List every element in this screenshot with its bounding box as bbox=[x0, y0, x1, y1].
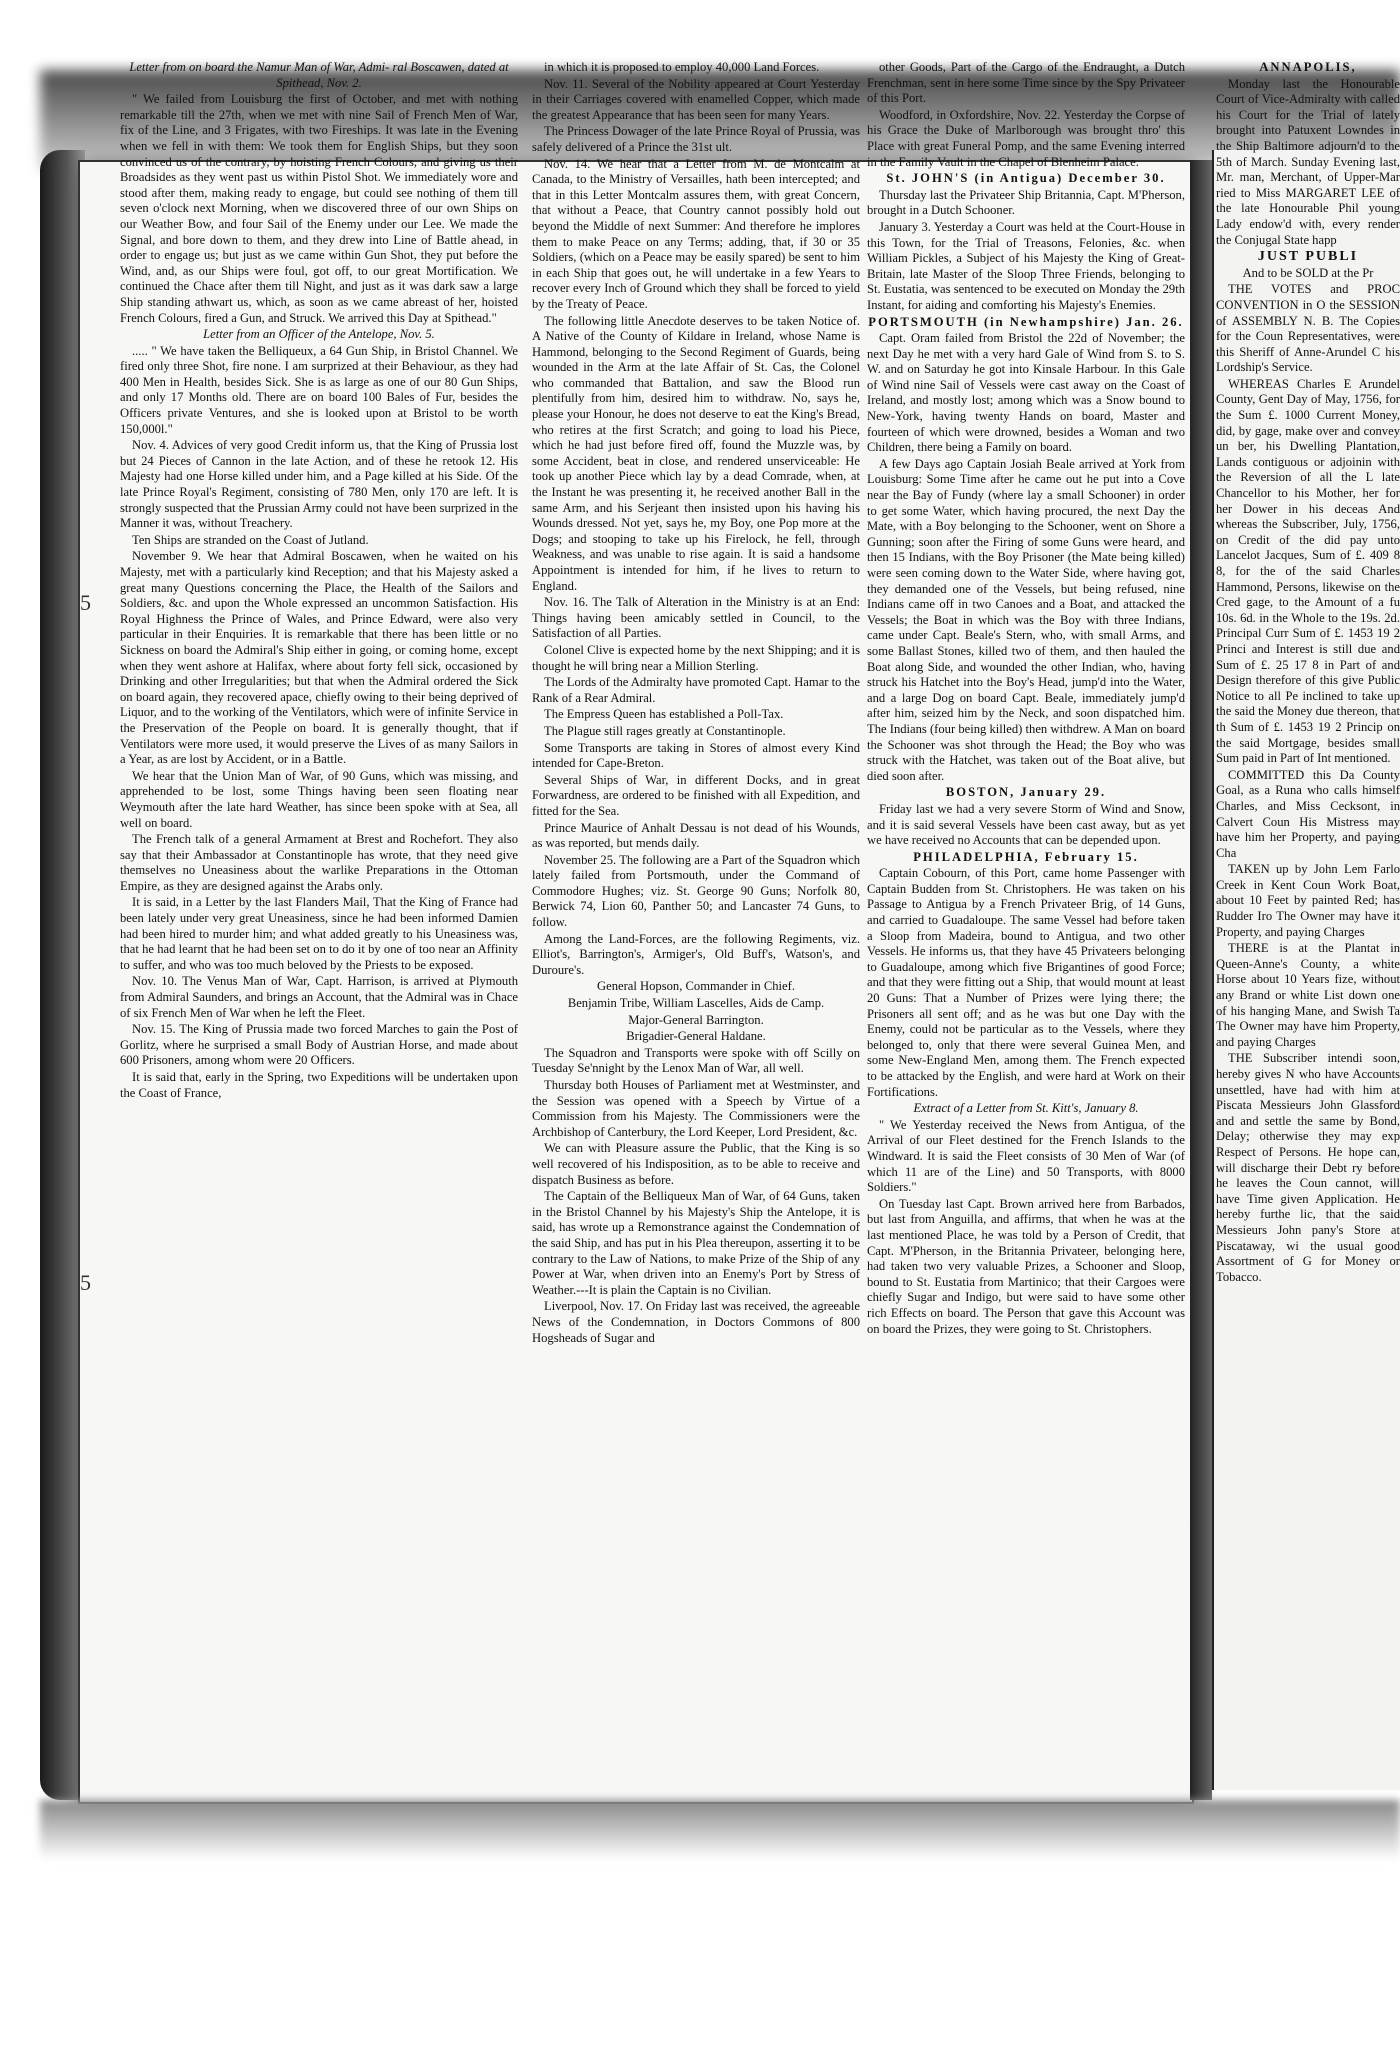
column-3 bbox=[867, 60, 1185, 1338]
dateline: BOSTON, January 29. bbox=[945, 785, 1107, 800]
paragraph: The Empress Queen has established a Poll-Tax. bbox=[544, 707, 784, 722]
paragraph: November 25. The following are a Part of the Squadron which lately failed from Portsmouth, under the Command of Commodore Hughes; viz. St. George 90 Guns; Norfolk 80, Berwick 74, Lion 60, Panther 50; and Lancaster 74 Guns, to follow. bbox=[532, 852, 860, 930]
paragraph: " We failed from Louisburg the first of October, and met with nothing remarkable till the 27th, when we met with nine Sail of French Men of War, fix of the Line, and 3 Frigates, with two Fireships. It was late in the Evening when we fell in with them: We took them for English Ships, but they soon convinced us of the contrary, by hoisting French Colours, and giving us their Broadsides as they went past us within Pistol Shot. We immediately wore and stood after them, making ready to engage, but could see nothing of them till seven o'clock next Morning, when we discovered three of our own Ships on our Weather Bow, and four Sail of the Enemy under our Lee. We made the Signal, and bore down to them, and they drew into Line of Battle ahead, in order to engage us; but just as we came within Gun Shot, they put before the Wind, and, as our Ships were foul, got off, to our great Mortification. We continued the Chace after them till Night, and just as it was dark saw a large Ship standing athwart us, which, as soon as we came abreast of her, hoisted French Colours, fired a Gun, and Struck. We arrived this Day at Spithead." bbox=[120, 92, 518, 325]
paragraph: Friday last we had a very severe Storm of Wind and Snow, and it is said several Vessels have been cast away, but as yet we have received no Accounts that can be depended upon. bbox=[867, 801, 1185, 848]
paragraph: Nov. 16. The Talk of Alteration in the Ministry is at an End: Things having been amicably settled in Council, to the Satisfaction of all Parties. bbox=[532, 595, 860, 641]
dateline: PORTSMOUTH (in Newhampshire) Jan. 26. bbox=[868, 314, 1184, 329]
margin-mark: 5 bbox=[80, 1270, 91, 1295]
paragraph: A few Days ago Captain Josiah Beale arrived at York from Louisburg: Some Time after he came out he put into a Cove near the Bay of Fundy (where lay a small Schooner) in order to get some Water, which having procured, the next Day the Mate, with a Boy belonging to the Schooner, went on Shore a Gunning; soon after the Firing of some Guns were heard, and then 15 Indians, with the Boy Prisoner (the Mate being killed) were seen coming down to the Water Side, where having got, they demanded one of the Vessels, but being refused, nine Indians came off in two Canoes and a Boat, and attacked the Vessels; the Boat in which was the Boy with three Indians, came under Capt. Beale's Stern, who, with small Arms, and some Ballast Stones, killed two of them, and then hauled the Boat along Side, and wounded the other Indian, who, having struck his Hatchet into the Boy's Head, jump'd into the Water, and a large Dog on board Capt. Beale, immediately jump'd after him, seized him by the Neck, and soon dispatched him. The Indians (four being killed) then withdrew. A Man on board the Schooner was shot through the Head; the Boy who was struck with the Hatchet, was taken out of the Boat alive, but died soon after. bbox=[867, 456, 1185, 783]
paragraph: The Squadron and Transports were spoke with off Scilly on Tuesday Se'nnight by the Lenox Man of War, all well. bbox=[532, 1045, 860, 1076]
paragraph: Thursday both Houses of Parliament met at Westminster, and the Session was opened with a Speech by Virtue of a Commission from his Majesty. The Commissioners were the Archbishop of Canterbury, the Lord Keeper, Lord President, &c. bbox=[532, 1078, 860, 1139]
paragraph: It is said, in a Letter by the last Flanders Mail, That the King of France had been lately under very great Uneasiness, since he had been informed Damien had been hired to murder him; and what added greatly to his Uneasiness was, that he had learnt that he had been set on to do it by one of too near an Affinity to suffer, and who was too much beloved by the Priests to be exposed. bbox=[120, 895, 518, 972]
paragraph: WHEREAS Charles E Arundel County, Gent Day of May, 1756, for the Sum £. 1000 Current Money, did, by gage, make over and convey un ber, his Dwelling Plantation, Lands contiguous or adjoinin with the Reversion of all the L late Chancellor to his Mother, her for her Dower in his deceas And whereas the Subscriber, July, 1756, on Credit of the did pay unto Lancelot Jacques, Sum of £. 409 8 8, for the of the said Charles Hammond, Persons, likewise on the Cred gage, to the Amount of a fu 10s. 6d. in the Whole to the 19s. 2d. Principal Curr Sum of £. 1453 19 2 Princi and Interest is still due and Sum of £. 25 17 8 in Part of and Design therefore of this give Public Notice to all Pe inclined to take up the said the Money due thereon, that th Sum of £. 1453 19 2 Princip on the said Mortgage, besides small Sum paid in Part of Int mentioned. bbox=[1216, 376, 1400, 766]
scan-shadow-bottom bbox=[40, 1800, 1400, 1860]
paragraph: TAKEN up by John Lem Farlo Creek in Kent Coun Work Boat, about 10 Feet by painted Red; has Rudder Iro The Owner may have it Property, and paying Charges bbox=[1216, 862, 1400, 939]
paragraph: Thursday last the Privateer Ship Britannia, Capt. M'Pherson, brought in a Dutch Schooner. bbox=[867, 187, 1185, 218]
paragraph: Monday last the Honourable Court of Vice-Admiralty with called his Court for the Trial of lately brought into Patuxent Lowndes in the Ship Baltimore adjourn'd to the 5th of March. Sunday Evening last, Mr. man, Merchant, of Upper-Mar ried to Miss MARGARET LEE of the late Honourable Phil young Lady endow'd with, every render the Conjugal State happ bbox=[1216, 76, 1400, 247]
paragraph: The following little Anecdote deserves to be taken Notice of. A Native of the County of Kildare in Ireland, whose Name is Hammond, belonging to the Second Regiment of Guards, being wounded in the Arm at the late Affair of St. Cas, the Colonel who commanded that Battalion, and saw the Blood run plentifully from him, desired him to withdraw. No, says he, please your Honour, he does not deserve to eat the King's Bread, who retires at the first Scratch; and going to load his Piece, which he had just before fired off, found the Muzzle was, by some Accident, beat in close, and rendered unserviceable: He took up another Piece which lay by a dead Comrade, when, at the Instant he was presenting it, he received another Ball in the same Arm, and his Serjeant then insisted upon his having his Wounds dressed. Not yet, says he, my Boy, one Pop more at the Dogs; and stooping to take up his Firelock, he fell, through Weakness, and was unable to rise again. It is said a handsome Appointment is intended for him, if he lives to return to England. bbox=[532, 313, 860, 593]
paragraph: other Goods, Part of the Cargo of the Endraught, a Dutch Frenchman, sent in here some Time since by the Spy Privateer of this Port. bbox=[867, 60, 1185, 106]
paragraph: Ten Ships are stranded on the Coast of Jutland. bbox=[132, 532, 369, 547]
paragraph: January 3. Yesterday a Court was held at the Court-House in this Town, for the Trial of Treasons, Felonies, &c. when William Pickles, a Subject of his Majesty the King of Great-Britain, late Master of the Sloop Three Friends, belonging to St. Eustatia, was sentenced to be executed on Monday the 29th Instant, for aiding and comforting his Majesty's Enemies. bbox=[867, 219, 1185, 312]
column-2 bbox=[532, 60, 860, 1347]
dateline: St. JOHN'S (in Antigua) December 30. bbox=[886, 171, 1166, 186]
paragraph: THERE is at the Plantat in Queen-Anne's County, a white Horse about 10 Years fize, without any Brand or white List down one of his hanging Mane, and Swish Ta The Owner may have him Property, and paying Charges bbox=[1216, 941, 1400, 1049]
paragraph: Some Transports are taking in Stores of almost every Kind intended for Cape-Breton. bbox=[532, 740, 860, 771]
paragraph: November 9. We hear that Admiral Boscawen, when he waited on his Majesty, met with a particularly kind Reception; and that his Majesty asked a great many Questions concerning the Place, the Health of the Sailors and Soldiers, &c. and upon the Whole expressed an uncommon Satisfaction. His Royal Highness the Prince of Wales, and Prince Edward, were also very particular in their Enquiries. It is remarkable that there has been little or no Sickness on board the Admiral's Ship either in going, or coming home, except when they went ashore at Halifax, where about forty fell sick, occasioned by Drinking and other Irregularities; but that when the Admiral ordered the Sick on board again, they recovered apace, chiefly owing to their being deprived of Liquor, and to the working of the Ventilators, which were of infinite Service in the Preservation of the People on board. It is generally thought, that if Ventilators were more used, it would preserve the Lives of as many Sailors in a Year, as are lost by Accident, or in a Battle. bbox=[120, 549, 518, 767]
paragraph: The Captain of the Belliqueux Man of War, of 64 Guns, taken in the Bristol Channel by his Majesty's Ship the Antelope, it is said, has wrote up a Remonstrance against the Condemnation of the said Ship, and has put in his Plea thereupon, asserting it to be contrary to the Law of Nations, to make Prize of the Ship of any Power at War, when driven into an Enemy's Port by Stress of Weather.---It is plain the Captain is no Civilian. bbox=[532, 1189, 860, 1297]
paragraph: in which it is proposed to employ 40,000 Land Forces. bbox=[544, 60, 820, 74]
paragraph: COMMITTED this Da County Goal, as a Runa who calls himself Charles, and Miss Cecksont, in Calvert Coun His Mistress may have him her Property, and paying Cha bbox=[1216, 767, 1400, 860]
column-4 bbox=[1216, 60, 1400, 1286]
paragraph: And to be SOLD at the Pr bbox=[1242, 265, 1374, 280]
paragraph: We can with Pleasure assure the Public, that the King is so well recovered of his Indisposition, as to be able to receive and dispatch Business as before. bbox=[532, 1141, 860, 1187]
paragraph: The Princess Dowager of the late Prince Royal of Prussia, was safely delivered of a Prince the 31st ult. bbox=[532, 124, 860, 154]
paragraph: THE VOTES and PROC CONVENTION in O the SESSION of ASSEMBLY N. B. The Copies for the Coun Representatives, were this Sheriff of Anne-Arundel C his Lordship's Service. bbox=[1216, 282, 1400, 375]
paragraph: Nov. 15. The King of Prussia made two forced Marches to gain the Post of Gorlitz, where he surprised a small Body of Austrian Horse, and made about 600 Prisoners, among whom were 20 Officers. bbox=[120, 1022, 518, 1068]
article-heading: Extract of a Letter from St. Kitt's, January 8. bbox=[913, 1101, 1139, 1116]
paragraph: Nov. 11. Several of the Nobility appeared at Court Yesterday in their Carriages covered with enamelled Copper, which made the greatest Appearance that has been seen for many Years. bbox=[532, 76, 860, 122]
article-heading: Letter from an Officer of the Antelope, Nov. 5. bbox=[203, 327, 435, 342]
paragraph: Several Ships of War, in different Docks, and in great Forwardness, are ordered to be finished with all Expedition, and fitted for the Sea. bbox=[532, 772, 860, 818]
paragraph: Capt. Oram failed from Bristol the 22d of November; the next Day he met with a very hard Gale of Wind from S. to S. W. and on Saturday he got into Kinsale Harbour. In this Gale of Wind nine Sail of Vessels were cast away on the Coast of Ireland, and mostly lost; among which was a Snow bound to New-York, having twenty Hands on board, Master and fourteen of which were drowned, besides a Woman and two Children, there being a Family on board. bbox=[867, 331, 1185, 455]
paragraph: General Hopson, Commander in Chief. bbox=[597, 979, 795, 994]
paragraph: JUST PUBLI bbox=[1257, 249, 1359, 265]
page-gutter bbox=[1190, 160, 1212, 1800]
paragraph: We hear that the Union Man of War, of 90 Guns, which was missing, and apprehended to be lost, some Things having been seen floating near Weymouth after the late hard Weather, has since been spoke with at Sea, all well on board. bbox=[120, 768, 518, 830]
margin-mark: 5 bbox=[80, 590, 91, 615]
paragraph: Woodford, in Oxfordshire, Nov. 22. Yesterday the Corpse of his Grace the Duke of Marlborough was brought thro' this Place with great Funeral Pomp, and the same Evening interred in the Family Vault in the Chapel of Blenheim Palace. bbox=[867, 107, 1185, 169]
dateline: ANNAPOLIS, bbox=[1259, 60, 1357, 74]
paragraph: Among the Land-Forces, are the following Regiments, viz. Elliot's, Barrington's, Armiger's, Old Buff's, Watson's, and Duroure's. bbox=[532, 931, 860, 977]
article-heading: Letter from on board the Namur Man of War, Admi- ral Boscawen, dated at Spithead, Nov. 2. bbox=[129, 60, 509, 90]
paragraph: It is said that, early in the Spring, two Expeditions will be undertaken upon the Coast of France, bbox=[120, 1070, 518, 1100]
paragraph: Major-General Barrington. bbox=[628, 1012, 764, 1027]
paragraph: ..... " We have taken the Belliqueux, a 64 Gun Ship, in Bristol Channel. We fired only three Shot, fire none. I am surprized at their Behaviour, as they had 400 Men in Health, besides Sick. She is as large as one of our 80 Gun Ships, and only 17 Months old. There are on board 100 Bales of Fur, besides the Officers private Ventures, and she is looked upon at Bristol to be worth 150,000l." bbox=[120, 343, 518, 436]
paragraph: " We Yesterday received the News from Antigua, of the Arrival of our Fleet destined for the French Islands to the Windward. It is said the Fleet consists of 30 Men of War (of which 11 are of the Line) and 50 Transports, with 8000 Soldiers." bbox=[867, 1117, 1185, 1195]
paragraph: Nov. 14. We hear that a Letter from M. de Montcalm at Canada, to the Ministry of Versailles, hath been intercepted; and that in this Letter Montcalm assures them, with great Concern, that without a Peace, that Country cannot possibly hold out beyond the Middle of next Summer: And therefore he implores them to make Peace on any Terms; adding, that, if 30 or 35 Soldiers, (which on a Peace may be easily spared) be sent to him in each Ship that goes out, he will undertake in a few Years to recover every Inch of Ground which they shall be forced to yield by the Treaty of Peace. bbox=[532, 156, 860, 311]
paragraph: Brigadier-General Haldane. bbox=[626, 1029, 766, 1044]
paragraph: THE Subscriber intendi soon, hereby gives N who have Accounts unsettled, have had with him at Piscata Messieurs John Glassford and and settle the same by Bond, Delay; otherwise they may exp Respect of Persons. He hope can, will discharge their Debt ry before he leaves the Coun cannot, will have Time given Application. He hereby furthe lic, that the said Messieurs John pany's Store at Piscataway, wi the usual good Assortment of G for Money or Tobacco. bbox=[1216, 1051, 1400, 1284]
paragraph: Liverpool, Nov. 17. On Friday last was received, the agreeable News of the Condemnation, in Doctors Commons of 800 Hogsheads of Sugar and bbox=[532, 1299, 860, 1345]
paragraph: Benjamin Tribe, William Lascelles, Aids de Camp. bbox=[567, 996, 825, 1011]
paragraph: Captain Cobourn, of this Port, came home Passenger with Captain Budden from St. Christophers. He was taken on his Passage to Antigua by a French Privateer Brig, of 14 Guns, and carried to Guadaloupe. The same Vessel had before taken a Sloop from Madeira, bound to Antigua, and two other Vessels. He informs us, that they have 45 Privateers belonging to Guadaloupe, among which five Brigantines of good Force; and that they were fitting out a Ship, that would mount at least 20 Guns: That a Number of Prizes were lying there; the Prisoners all sent off; and as he was but one Day with the Enemy, could not be particular as to the Vessels, where they belonged to, only that there were several Guinea Men, and some New-England Men, among them. The French expected to be attacked by the English, and were hard at Work on their Fortifications. bbox=[867, 866, 1185, 1099]
paragraph: The Plague still rages greatly at Constantinople. bbox=[544, 723, 786, 738]
paragraph: The Lords of the Admiralty have promoted Capt. Hamar to the Rank of a Rear Admiral. bbox=[532, 675, 860, 705]
column-1 bbox=[120, 60, 518, 1102]
paragraph: Nov. 10. The Venus Man of War, Capt. Harrison, is arrived at Plymouth from Admiral Saunders, and brings an Account, that the Admiral was in Chace of six French Men of War when he left the Fleet. bbox=[120, 974, 518, 1020]
paragraph: Colonel Clive is expected home by the next Shipping; and it is thought he will bring near a Million Sterling. bbox=[532, 642, 860, 673]
dateline: PHILADELPHIA, February 15. bbox=[913, 849, 1139, 864]
paragraph: On Tuesday last Capt. Brown arrived here from Barbados, but last from Anguilla, and affirms, that when he was at the last mentioned Place, he was told by a Person of Credit, that Capt. M'Pherson, in the Britannia Privateer, belonging here, had taken two very valuable Prizes, a Schooner and Sloop, bound to St. Eustatia from Martinico; that their Cargoes were chiefly Sugar and Indigo, but were said to have some other rich Effects on board. The Person that gave this Account was on board the Prizes, they were going to St. Christophers. bbox=[867, 1196, 1185, 1336]
paragraph: Prince Maurice of Anhalt Dessau is not dead of his Wounds, as was reported, but mends daily. bbox=[532, 820, 860, 851]
paragraph: The French talk of a general Armament at Brest and Rochefort. They also say that their Ambassador at Constantinople has wrote, that they need give themselves no Uneasiness about the warlike Preparations in the Ottoman Empire, as they are designed against the Arabs only. bbox=[120, 832, 518, 893]
paragraph: Nov. 4. Advices of very good Credit inform us, that the King of Prussia lost but 24 Pieces of Cannon in the late Action, and of these he retook 12. His Majesty had one Horse killed under him, and a Page killed at his Side. Of the late Prince Royal's Regiment, consisting of 780 Men, only 170 are left. It is strongly suspected that the Prussian Army could not have been surprized in the Manner it was, without Treachery. bbox=[120, 438, 518, 531]
